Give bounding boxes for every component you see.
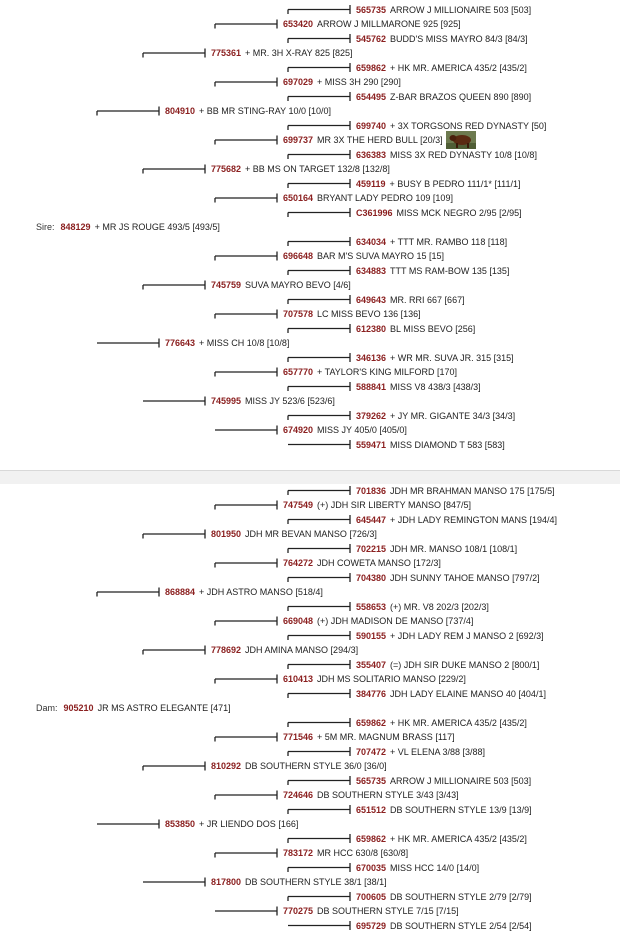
pedigree-entry[interactable] (283, 76, 401, 89)
registration-number[interactable]: 783172 (283, 848, 314, 858)
pedigree-entry[interactable] (356, 571, 540, 584)
registration-number[interactable]: 565735 (356, 4, 387, 15)
registration-number[interactable]: 853850 (165, 819, 196, 829)
registration-number[interactable]: 565735 (356, 775, 387, 786)
registration-number[interactable]: 696648 (283, 251, 314, 261)
animal-name: JDH SUNNY TAHOE MANSO [797/2] (390, 572, 540, 583)
registration-number[interactable]: 764272 (283, 558, 314, 568)
registration-number[interactable]: C361996 (356, 207, 393, 218)
animal-name: JDH MS SOLITARIO MANSO [229/2] (317, 674, 466, 684)
animal-name: ARROW J MILLMARONE 925 [925] (317, 19, 461, 29)
pedigree-entry[interactable] (165, 105, 331, 118)
pedigree-entry[interactable] (356, 803, 532, 816)
registration-number[interactable]: 804910 (165, 106, 196, 116)
animal-name: JDH MR BEVAN MANSO [726/3] (245, 529, 377, 539)
animal-name: BL MISS BEVO [256] (390, 323, 476, 334)
registration-number[interactable]: 848129 (60, 222, 91, 232)
animal-name: MR HCC 630/8 [630/8] (317, 848, 409, 858)
registration-number[interactable]: 645447 (356, 514, 387, 525)
registration-number[interactable]: 771546 (283, 732, 314, 742)
registration-number[interactable]: 701836 (356, 485, 387, 496)
animal-name: MISS JY 523/6 [523/6] (245, 396, 335, 406)
bull-photo-thumbnail[interactable] (446, 131, 476, 149)
animal-name: + MISS 3H 290 [290] (317, 77, 401, 87)
animal-name: MISS 3X RED DYNASTY 10/8 [10/8] (390, 149, 537, 160)
pedigree-entry[interactable] (356, 861, 479, 874)
pedigree-entry[interactable] (283, 731, 455, 744)
pedigree-entry[interactable] (283, 847, 408, 860)
registration-number[interactable]: 699737 (283, 135, 314, 145)
registration-number[interactable]: 778692 (211, 645, 242, 655)
registration-number[interactable]: 459119 (356, 178, 386, 189)
registration-number[interactable]: 724646 (283, 790, 314, 800)
pedigree-entry[interactable] (283, 424, 407, 437)
animal-name: DB SOUTHERN STYLE 2/54 [2/54] (390, 920, 532, 931)
animal-name: + 5M MR. MAGNUM BRASS [117] (317, 732, 455, 742)
registration-number[interactable]: 588841 (356, 381, 387, 392)
pedigree-entry[interactable] (211, 760, 387, 773)
animal-name: DB SOUTHERN STYLE 13/9 [13/9] (390, 804, 532, 815)
registration-number[interactable]: 559471 (356, 439, 387, 450)
animal-name: JDH MR BRAHMAN MANSO 175 [175/5] (390, 485, 555, 496)
animal-name: + BB MR STING-RAY 10/0 [10/0] (199, 106, 332, 116)
animal-name: MISS DIAMOND T 583 [583] (390, 439, 505, 450)
animal-name: JDH LADY ELAINE MANSO 40 [404/1] (390, 688, 546, 699)
pedigree-entry[interactable] (283, 308, 421, 321)
animal-name: MR. RRI 667 [667] (390, 294, 465, 305)
pedigree-entry[interactable] (356, 513, 557, 526)
animal-name: MISS MCK NEGRO 2/95 [2/95] (396, 207, 522, 218)
animal-name: DB SOUTHERN STYLE 3/43 [3/43] (317, 790, 459, 800)
pedigree-entry[interactable] (283, 18, 461, 31)
animal-name: + JDH LADY REM J MANSO 2 [692/3] (390, 630, 544, 641)
registration-number[interactable]: 612380 (356, 323, 387, 334)
animal-name: DB SOUTHERN STYLE 2/79 [2/79] (390, 891, 532, 902)
pedigree-entry[interactable] (283, 366, 457, 379)
pedigree-entry[interactable] (356, 542, 517, 555)
registration-number[interactable]: 868884 (165, 587, 196, 597)
animal-name: (+) MR. V8 202/3 [202/3] (390, 601, 489, 612)
registration-number[interactable]: 775682 (211, 164, 242, 174)
registration-number[interactable]: 379262 (356, 410, 387, 421)
animal-name: + VL ELENA 3/88 [3/88] (390, 746, 486, 757)
registration-number[interactable]: 776643 (165, 338, 196, 348)
registration-number[interactable]: 775361 (211, 48, 242, 58)
animal-name: LC MISS BEVO 136 [136] (317, 309, 421, 319)
registration-number[interactable]: 695729 (356, 920, 387, 931)
pedigree-entry[interactable] (356, 32, 528, 45)
animal-name: MISS HCC 14/0 [14/0] (390, 862, 480, 873)
registration-number[interactable]: 659862 (356, 833, 387, 844)
animal-name: JDH AMINA MANSO [294/3] (245, 645, 359, 655)
animal-name: JR MS ASTRO ELEGANTE [471] (97, 703, 231, 713)
registration-number[interactable]: 700605 (356, 891, 387, 902)
pedigree-entry[interactable] (356, 629, 544, 642)
registration-number[interactable]: 801950 (211, 529, 242, 539)
registration-number[interactable]: 697029 (283, 77, 314, 87)
pedigree-entry[interactable] (283, 134, 476, 147)
animal-name: (=) JDH SIR DUKE MANSO 2 [800/1] (390, 659, 540, 670)
pedigree-entry[interactable] (211, 47, 353, 60)
registration-number[interactable]: 669048 (283, 616, 314, 626)
dam-label: Dam: (36, 703, 58, 713)
animal-name: (+) JDH SIR LIBERTY MANSO [847/5] (317, 500, 472, 510)
registration-number[interactable]: 346136 (356, 352, 387, 363)
animal-name: + JY MR. GIGANTE 34/3 [34/3] (390, 410, 516, 421)
registration-number[interactable]: 634034 (356, 236, 387, 247)
animal-name: BRYANT LADY PEDRO 109 [109] (317, 193, 453, 203)
animal-name: + MISS CH 10/8 [10/8] (199, 338, 290, 348)
pedigree-entry[interactable] (211, 876, 387, 889)
registration-number[interactable]: 670035 (356, 862, 387, 873)
dam-pedigree (0, 484, 620, 939)
animal-name: + HK MR. AMERICA 435/2 [435/2] (390, 62, 527, 73)
pedigree-entry[interactable] (283, 557, 441, 570)
animal-name: + JR LIENDO DOS [166] (199, 819, 299, 829)
animal-name: + TTT MR. RAMBO 118 [118] (390, 236, 508, 247)
animal-name: MR 3X THE HERD BULL [20/3] (317, 135, 443, 145)
animal-name: DB SOUTHERN STYLE 36/0 [36/0] (245, 761, 387, 771)
pedigree-entry[interactable] (356, 438, 505, 451)
animal-name: + MR JS ROUGE 493/5 [493/5] (94, 222, 220, 232)
registration-number[interactable]: 649643 (356, 294, 387, 305)
animal-name: + WR MR. SUVA JR. 315 [315] (390, 352, 514, 363)
animal-name: JDH MR. MANSO 108/1 [108/1] (390, 543, 518, 554)
pedigree-entry[interactable] (356, 409, 515, 422)
registration-number[interactable]: 810292 (211, 761, 242, 771)
animal-name: SUVA MAYRO BEVO [4/6] (245, 280, 351, 290)
pedigree-entry[interactable] (283, 673, 466, 686)
pedigree-entry[interactable] (283, 905, 459, 918)
pedigree-entry[interactable] (356, 919, 532, 932)
pedigree-entry[interactable] (283, 192, 453, 205)
registration-number[interactable]: 650164 (283, 193, 314, 203)
registration-number[interactable]: 699740 (356, 120, 387, 131)
pedigree-entry[interactable] (356, 484, 555, 497)
pedigree-entry[interactable] (356, 687, 546, 700)
pedigree-entry[interactable] (283, 250, 444, 263)
animal-name: + HK MR. AMERICA 435/2 [435/2] (390, 833, 527, 844)
pedigree-entry[interactable] (211, 528, 377, 541)
registration-number[interactable]: 674920 (283, 425, 314, 435)
pedigree-entry[interactable] (165, 586, 323, 599)
pedigree-entry[interactable] (356, 745, 485, 758)
pedigree-entry[interactable] (211, 163, 390, 176)
pedigree-entry[interactable] (211, 644, 358, 657)
animal-name: ARROW J MILLIONAIRE 503 [503] (390, 4, 532, 15)
registration-number[interactable]: 905210 (63, 703, 94, 713)
registration-number[interactable]: 636383 (356, 149, 387, 160)
registration-number[interactable]: 545762 (356, 33, 387, 44)
animal-name: MISS V8 438/3 [438/3] (390, 381, 481, 392)
registration-number[interactable]: 817800 (211, 877, 242, 887)
pedigree-entry[interactable] (356, 177, 521, 190)
registration-number[interactable]: 745759 (211, 280, 242, 290)
animal-name: Z-BAR BRAZOS QUEEN 890 [890] (390, 91, 532, 102)
pedigree-entry[interactable] (356, 293, 465, 306)
pedigree-entry[interactable] (356, 206, 522, 219)
animal-name: + MR. 3H X-RAY 825 [825] (245, 48, 353, 58)
registration-number[interactable]: 702215 (356, 543, 387, 554)
registration-number[interactable]: 659862 (356, 62, 387, 73)
pedigree-entry[interactable] (283, 499, 471, 512)
animal-name: + JDH LADY REMINGTON MANS [194/4] (390, 514, 558, 525)
pedigree-entry[interactable] (356, 322, 475, 335)
pedigree-entry[interactable] (211, 279, 351, 292)
pedigree-entry[interactable] (165, 337, 289, 350)
registration-number[interactable]: 745995 (211, 396, 242, 406)
animal-name: MISS JY 405/0 [405/0] (317, 425, 407, 435)
registration-number[interactable]: 634883 (356, 265, 387, 276)
animal-name: + TAYLOR'S KING MILFORD [170] (317, 367, 458, 377)
registration-number[interactable]: 384776 (356, 688, 387, 699)
pedigree-entry[interactable] (283, 615, 473, 628)
pedigree-entry[interactable] (356, 600, 489, 613)
animal-name: + 3X TORGSONS RED DYNASTY [50] (390, 120, 547, 131)
animal-name: TTT MS RAM-BOW 135 [135] (390, 265, 510, 276)
registration-number[interactable]: 590155 (356, 630, 387, 641)
animal-name: DB SOUTHERN STYLE 7/15 [7/15] (317, 906, 459, 916)
animal-name: BUDD'S MISS MAYRO 84/3 [84/3] (390, 33, 528, 44)
pedigree-entry[interactable] (356, 774, 531, 787)
pedigree-entry[interactable] (356, 264, 509, 277)
registration-number[interactable]: 657770 (283, 367, 314, 377)
pedigree-entry[interactable] (165, 818, 298, 831)
pedigree-entry[interactable] (356, 235, 507, 248)
pedigree-entry[interactable] (356, 832, 527, 845)
pedigree-entry[interactable] (356, 658, 539, 671)
sire-row[interactable] (36, 221, 220, 234)
animal-name: BAR M'S SUVA MAYRO 15 [15] (317, 251, 444, 261)
registration-number[interactable]: 653420 (283, 19, 314, 29)
animal-name: + JDH ASTRO MANSO [518/4] (199, 587, 323, 597)
registration-number[interactable]: 610413 (283, 674, 314, 684)
animal-name: (+) JDH MADISON DE MANSO [737/4] (317, 616, 474, 626)
animal-name: + BUSY B PEDRO 111/1* [111/1] (389, 178, 521, 189)
registration-number[interactable]: 707472 (356, 746, 387, 757)
registration-number[interactable]: 654495 (356, 91, 387, 102)
pedigree-entry[interactable] (356, 890, 532, 903)
pedigree-entry[interactable] (283, 789, 459, 802)
pedigree-entry[interactable] (356, 90, 531, 103)
animal-name: DB SOUTHERN STYLE 38/1 [38/1] (245, 877, 387, 887)
pedigree-entry[interactable] (356, 716, 527, 729)
registration-number[interactable]: 558653 (356, 601, 387, 612)
pedigree-entry[interactable] (356, 61, 527, 74)
pedigree-entry[interactable] (356, 351, 514, 364)
animal-name: + BB MS ON TARGET 132/8 [132/8] (245, 164, 390, 174)
registration-number[interactable]: 651512 (356, 804, 387, 815)
pedigree-entry[interactable] (356, 148, 537, 161)
animal-name: ARROW J MILLIONAIRE 503 [503] (390, 775, 532, 786)
pedigree-entry[interactable] (356, 3, 531, 16)
registration-number[interactable]: 747549 (283, 500, 314, 510)
registration-number[interactable]: 704380 (356, 572, 387, 583)
registration-number[interactable]: 355407 (356, 659, 387, 670)
registration-number[interactable]: 770275 (283, 906, 314, 916)
animal-name: JDH COWETA MANSO [172/3] (317, 558, 441, 568)
dam-row[interactable] (36, 702, 231, 715)
pedigree-entry[interactable] (211, 395, 335, 408)
registration-number[interactable]: 707578 (283, 309, 314, 319)
registration-number[interactable]: 659862 (356, 717, 387, 728)
sire-label: Sire: (36, 222, 55, 232)
animal-name: + HK MR. AMERICA 435/2 [435/2] (390, 717, 527, 728)
pedigree-entry[interactable] (356, 380, 481, 393)
